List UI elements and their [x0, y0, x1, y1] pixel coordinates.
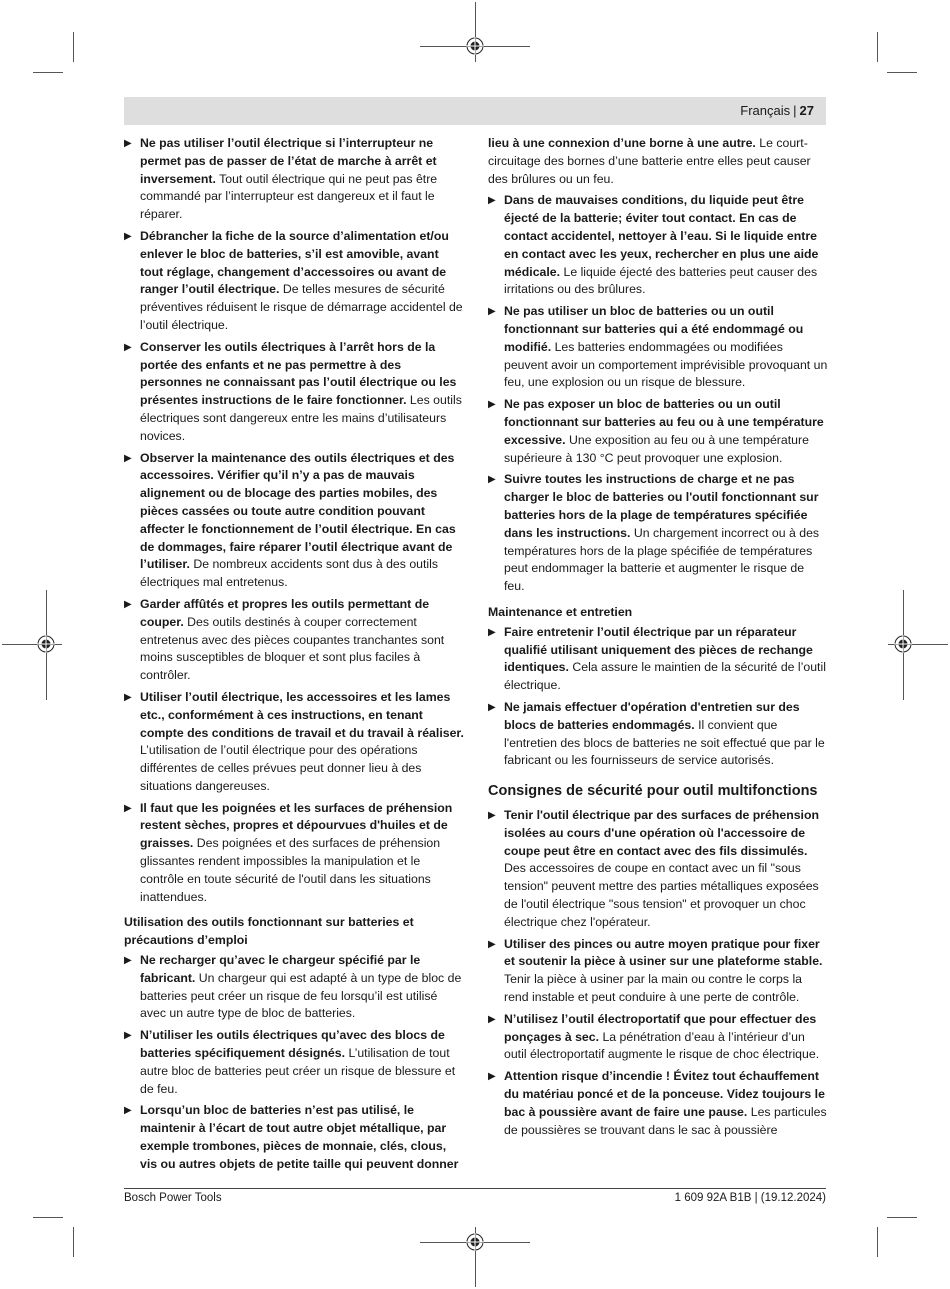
instruction-text: Un chargement incorrect ou à des températures hors de la plage spécifiée de températures peut endommager la batterie et augmenter le risque de feu. — [504, 525, 820, 594]
instruction-text: Des outils destinés à couper correctement entretenus avec des pièces coupantes tranchantes sont moins susceptibles de bloquer et sont plus faciles à contrôler. — [140, 614, 445, 683]
instruction-text: L’utilisation de l’outil électrique pour des opérations différentes de celles prévues peut donner lieu à des situations dangereuses. — [140, 743, 422, 793]
instruction-text: Un chargeur qui est adapté à un type de bloc de batteries peut créer un risque de feu lorsqu’il est utilisé avec un autre type de bloc de batteries. — [140, 970, 462, 1021]
instruction-text: Tout outil électrique qui ne peut pas être commandé par l’interrupteur est dangereux et il faut le réparer. — [140, 171, 438, 222]
crop-mark — [877, 1227, 878, 1257]
instruction-bold: Dans de mauvaises conditions, du liquide peut être éjecté de la batterie; éviter tout contact. En cas de contact accidentel, nettoyer à l’eau. Si le liquide entre en contact avec les yeux, rechercher en plus une aide médicale. — [504, 193, 819, 279]
crop-mark — [73, 32, 74, 62]
right-column — [488, 135, 828, 1143]
left-column — [124, 135, 464, 1178]
instruction-text: Des accessoires de coupe en contact avec un fil "sous tension" peuvent mettre des parties métalliques exposées de l'outil électrique "sous tension" et provoquer un choc électrique chez l'opérateur. — [504, 861, 819, 929]
instruction-item — [488, 807, 828, 932]
instruction-item — [488, 1011, 828, 1064]
footer-brand: Bosch Power Tools — [124, 1192, 222, 1204]
instruction-text: Le liquide éjecté des batteries peut causer des irritations ou des brûlures. — [504, 264, 818, 297]
crop-mark — [887, 1217, 917, 1218]
instruction-item — [124, 689, 464, 796]
instruction-bold: Ne recharger qu’avec le chargeur spécifié par le fabricant. — [140, 953, 421, 985]
instruction-bold: Ne jamais effectuer d'opération d'entretien sur des blocs de batteries endommagés. — [504, 699, 800, 732]
instruction-bold: N’utiliser les outils électriques qu’avec des blocs de batteries spécifiquement désignés. — [140, 1028, 445, 1061]
instruction-text: La pénétration d’eau à l’intérieur d’un outil électroportatif augmente le risque de choc électrique. — [504, 1029, 820, 1062]
instruction-item — [488, 192, 828, 299]
bullet-triangle-icon: ▶ — [488, 399, 496, 411]
bullet-triangle-icon: ▶ — [124, 955, 132, 967]
instruction-item — [488, 936, 828, 1007]
instruction-text: Les batteries endommagées ou modifiées peuvent avoir un comportement imprévisible provoquant un feu, une explosion ou un risque de blessure. — [504, 339, 828, 390]
instruction-bold: Attention risque d’incendie ! Évitez tout échauffement du matériau poncé et de la ponceuse. Videz toujours le bac à poussière avant de faire une pause. — [504, 1069, 825, 1119]
instruction-item — [488, 1068, 828, 1139]
instruction-item — [124, 450, 464, 592]
bullet-triangle-icon: ▶ — [488, 1071, 496, 1083]
header-language: Français — [740, 103, 791, 118]
registration-target-icon — [466, 1233, 484, 1251]
registration-target-icon — [37, 635, 55, 653]
crop-mark — [877, 32, 878, 62]
instruction-bold: Faire entretenir l’outil électrique par un réparateur qualifié utilisant uniquement des pièces de rechange identiques. — [504, 624, 813, 675]
bullet-triangle-icon: ▶ — [488, 306, 496, 318]
instruction-bold: Ne pas utiliser un bloc de batteries ou un outil fonctionnant sur batteries qui a été endommagé ou modifié. — [504, 304, 804, 354]
instruction-bold: Tenir l'outil électrique par des surfaces de préhension isolées au cours d'une opération où l'accessoire de coupe peut être en contact avec des fils dissimulés. — [504, 808, 819, 858]
instruction-item — [488, 624, 828, 695]
instruction-bold: Ne pas utiliser l’outil électrique si l’interrupteur ne permet pas de passer de l’état de marche à arrêt et inversement. — [140, 136, 437, 186]
instruction-bold: N’utilisez l’outil électroportatif que pour effectuer des ponçages à sec. — [504, 1011, 817, 1044]
bullet-triangle-icon: ▶ — [488, 938, 496, 950]
bullet-triangle-icon: ▶ — [124, 341, 132, 353]
instruction-item — [488, 699, 828, 770]
bullet-triangle-icon: ▶ — [124, 452, 132, 464]
bullet-triangle-icon: ▶ — [124, 802, 132, 814]
bullet-triangle-icon: ▶ — [488, 1013, 496, 1025]
crop-mark — [887, 72, 917, 73]
instruction-text: De nombreux accidents sont dus à des outils électriques mal entretenus. — [140, 557, 439, 590]
bullet-triangle-icon: ▶ — [124, 598, 132, 610]
instruction-text: De telles mesures de sécurité préventives réduisent le risque de démarrage accidentel de l’outil électrique. — [140, 282, 463, 332]
instruction-bold: Garder affûtés et propres les outils permettant de couper. — [140, 596, 430, 629]
header-text: Français | 27 — [740, 103, 814, 118]
instruction-item — [124, 800, 464, 907]
instruction-item — [124, 1102, 464, 1173]
instruction-text: L’utilisation de tout autre bloc de batteries peut créer un risque de blessure et de feu. — [140, 1046, 456, 1096]
registration-target-icon — [894, 635, 912, 653]
instruction-text: Il convient que l'entretien des blocs de batteries ne soit effectué que par le fabricant ou les fournisseurs de service autorisés. — [504, 717, 825, 768]
bullet-triangle-icon: ▶ — [124, 1030, 132, 1042]
instruction-item — [124, 952, 464, 1023]
instruction-item — [124, 228, 464, 335]
instruction-item — [488, 396, 828, 467]
footer-rule — [124, 1188, 826, 1189]
bullet-triangle-icon: ▶ — [488, 626, 496, 638]
page-header — [124, 97, 826, 125]
instruction-item — [124, 596, 464, 685]
bullet-triangle-icon: ▶ — [488, 195, 496, 207]
continued-paragraph — [488, 135, 828, 188]
footer-doc-id: 1 609 92A B1B | (19.12.2024) — [674, 1192, 826, 1204]
continued-text: Le court-circuitage des bornes d’une batterie entre elles peut causer des brûlures ou un feu. — [488, 136, 811, 186]
subheading-maintenance: Maintenance et entretien — [488, 604, 633, 619]
bullet-triangle-icon: ▶ — [124, 1105, 132, 1117]
instruction-bold: Utiliser l’outil électrique, les accessoires et les lames etc., conformément à ces instructions, en tenant compte des conditions de travail et du travail à réaliser. — [140, 689, 464, 740]
bullet-triangle-icon: ▶ — [124, 691, 132, 703]
section-title-multitool: Consignes de sécurité pour outil multifonctions — [488, 783, 818, 800]
instruction-item — [488, 303, 828, 392]
registration-target-icon — [466, 37, 484, 55]
instruction-text: Les outils électriques sont dangereux entre les mains d’utilisateurs novices. — [140, 393, 462, 443]
subheading-batteries: Utilisation des outils fonctionnant sur batteries et précautions d’emploi — [124, 915, 414, 948]
instruction-bold: Suivre toutes les instructions de charge et ne pas charger le bloc de batteries ou l'outil fonctionnant sur batteries hors de la plage de températures spécifiée dans les instructions. — [504, 472, 819, 540]
bullet-triangle-icon: ▶ — [124, 138, 132, 149]
instruction-bold: Lorsqu’un bloc de batteries n’est pas utilisé, le maintenir à l’écart de tout autre objet métallique, par exemple trombones, pièces de monnaie, clés, clous, vis ou autres objets de petite taille qui peuvent donner — [140, 1103, 459, 1171]
instruction-text: Tenir la pièce à usiner par la main ou contre le corps la rend instable et peut conduire à une perte de contrôle. — [504, 972, 803, 1005]
instruction-item — [488, 471, 828, 596]
instruction-item — [124, 339, 464, 446]
instruction-text: Cela assure le maintien de la sécurité de l’outil électrique. — [504, 660, 826, 693]
bullet-triangle-icon: ▶ — [488, 474, 496, 486]
instruction-text: Des poignées et des surfaces de préhension glissantes rendent impossibles la manipulation et le contrôle en toute sécurité de l'outil dans les situations inattendues. — [140, 836, 441, 904]
instruction-bold: Débrancher la fiche de la source d’alimentation et/ou enlever le bloc de batteries, s’il est amovible, avant tout réglage, changement d’accessoires ou avant de ranger l’outil électrique. — [140, 228, 449, 297]
instruction-bold: Conserver les outils électriques à l’arrêt hors de la portée des enfants et ne pas permettre à des personnes ne connaissant pas l’outil électrique ou les présentes instructions de le faire fonctionner. — [140, 339, 457, 408]
instruction-item — [124, 1027, 464, 1098]
crop-mark — [73, 1227, 74, 1257]
crop-mark — [33, 1217, 63, 1218]
instruction-text: Les particules de poussières se trouvant dans le sac à poussière — [504, 1104, 827, 1137]
bullet-triangle-icon: ▶ — [124, 230, 132, 242]
bullet-triangle-icon: ▶ — [488, 810, 496, 822]
continued-bold: lieu à une connexion d’une borne à une autre. — [488, 136, 756, 150]
instruction-bold: Utiliser des pinces ou autre moyen pratique pour fixer et soutenir la pièce à usiner sur une plateforme stable. — [504, 936, 823, 969]
instruction-bold: Il faut que les poignées et les surfaces de préhension restent sèches, propres et dépourvues d'huiles et de graisses. — [140, 800, 453, 851]
instruction-bold: Observer la maintenance des outils électriques et des accessoires. Vérifier qu’il n’y a pas de mauvais alignement ou de blocage des parties mobiles, des pièces cassées ou toute autre condition pouvant affecter le fonctionnement de l’outil électrique. En cas de dommages, faire réparer l’outil électrique avant de l’utiliser. — [140, 450, 456, 572]
instruction-item — [124, 135, 464, 224]
crop-mark — [33, 72, 63, 73]
bullet-triangle-icon: ▶ — [488, 701, 496, 713]
instruction-text: Une exposition au feu ou à une température supérieure à 130 °C peut provoquer une explosion. — [504, 432, 809, 465]
page-number: 27 — [799, 103, 814, 118]
instruction-bold: Ne pas exposer un bloc de batteries ou un outil fonctionnant sur batteries au feu ou à une température excessive. — [504, 397, 824, 447]
